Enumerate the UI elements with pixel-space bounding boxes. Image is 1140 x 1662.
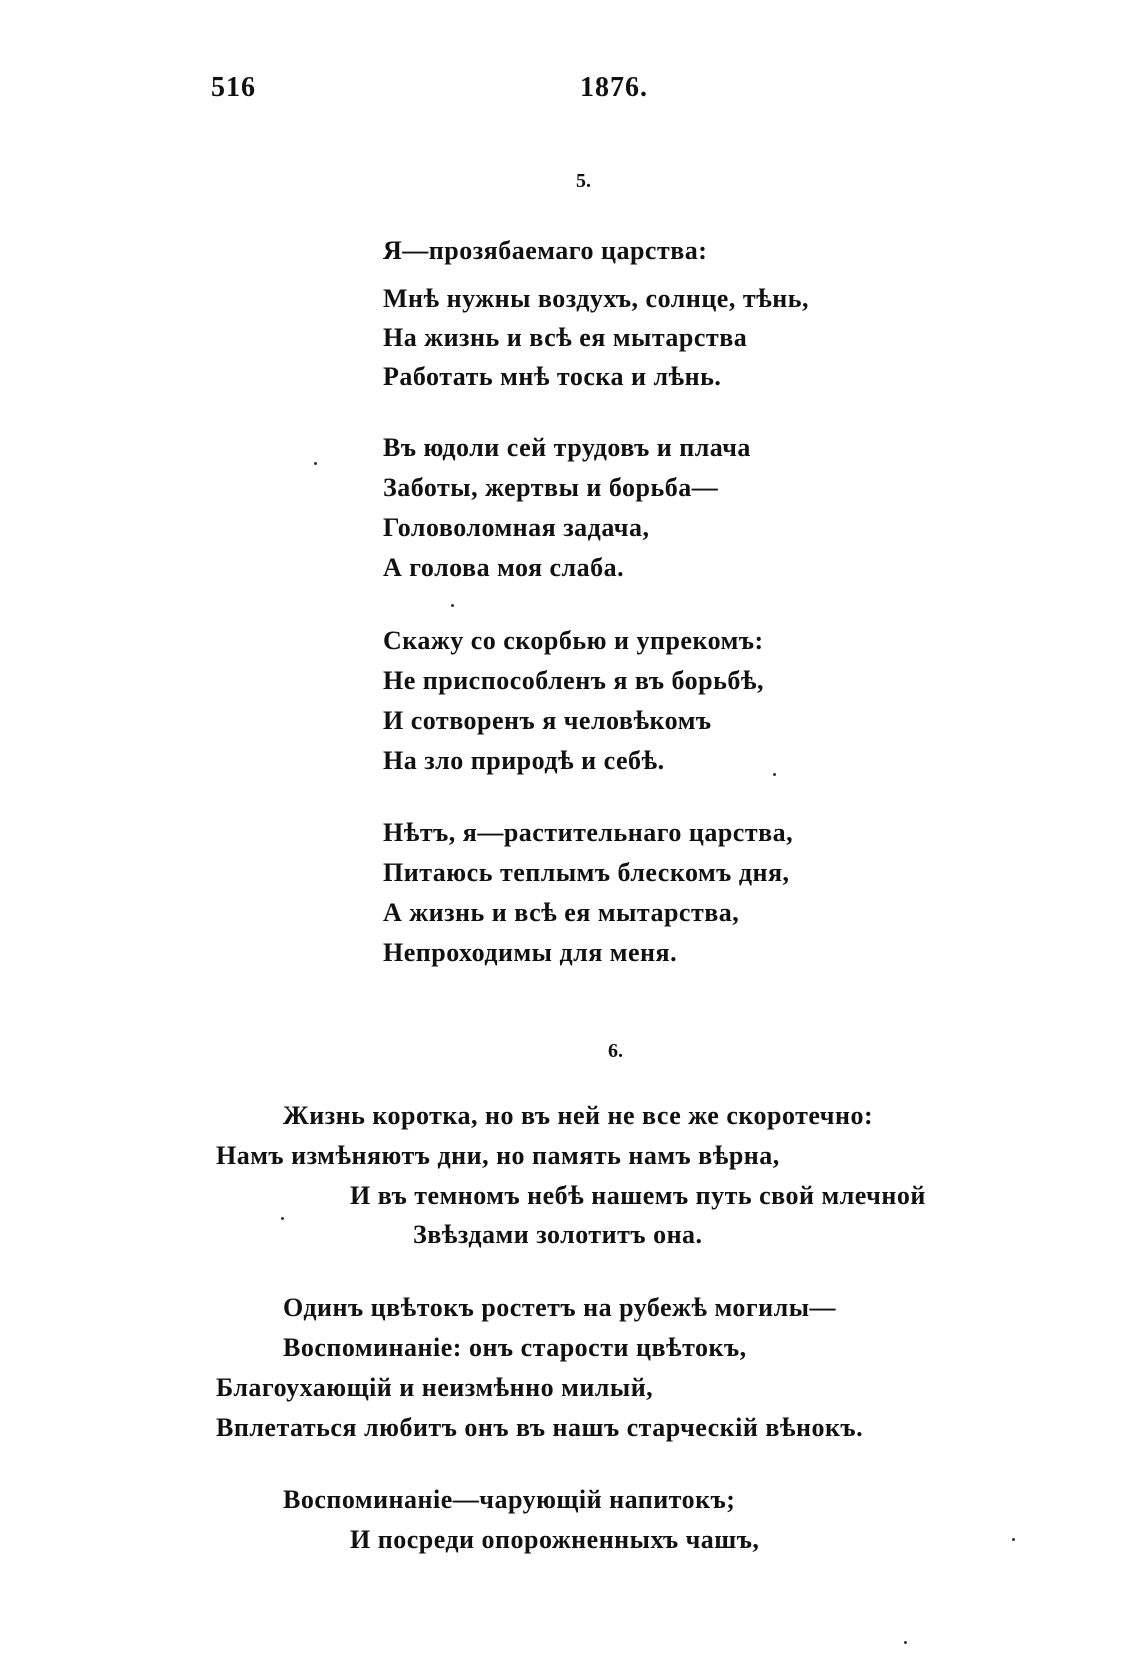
print-speck xyxy=(904,1641,907,1644)
poem-line: И посреди опорожненныхъ чашъ, xyxy=(350,1525,760,1554)
poem-line: Воспоминаніе—чарующій напитокъ; xyxy=(283,1485,736,1514)
poem-line: Нѣтъ, я—растительнаго царства, xyxy=(383,818,794,847)
poem-line: Въ юдоли сей трудовъ и плача xyxy=(383,433,751,462)
poem-line: Одинъ цвѣтокъ ростетъ на рубежѣ могилы— xyxy=(283,1293,837,1322)
poem-line: А жизнь и всѣ ея мытарства, xyxy=(383,898,740,927)
poem-line: Мнѣ нужны воздухъ, солнце, тѣнь, xyxy=(383,284,809,313)
poem-line: Головоломная задача, xyxy=(383,513,650,542)
poem-line: Заботы, жертвы и борьба— xyxy=(383,473,719,502)
poem-line: Звѣздами золотитъ она. xyxy=(413,1220,703,1249)
print-speck xyxy=(773,773,776,776)
poem-line: И сотворенъ я человѣкомъ xyxy=(383,706,712,735)
print-speck xyxy=(1012,1538,1015,1541)
poem-line: Непроходимы для меня. xyxy=(383,938,678,967)
poem-line: Не приспособленъ я въ борьбѣ, xyxy=(383,666,764,695)
poem-line: Вплетаться любитъ онъ въ нашъ старческій вѣнокъ. xyxy=(216,1413,864,1442)
poem-line: Питаюсь теплымъ блескомъ дня, xyxy=(383,858,790,887)
poem-line: Жизнь коротка, но въ ней не все же скоротечно: xyxy=(283,1101,874,1130)
running-header-year: 1876. xyxy=(580,72,648,103)
poem-line: На зло природѣ и себѣ. xyxy=(383,746,665,775)
page-number: 516 xyxy=(211,72,256,103)
poem-line: А голова моя слаба. xyxy=(383,553,625,582)
poem-line: На жизнь и всѣ ея мытарства xyxy=(383,323,748,352)
poem-number: 5. xyxy=(576,170,591,192)
poem-line: Воспоминаніе: онъ старости цвѣтокъ, xyxy=(283,1333,747,1362)
poem-line: И въ темномъ небѣ нашемъ путь свой млечной xyxy=(350,1181,926,1210)
print-speck xyxy=(314,462,317,465)
print-speck xyxy=(451,604,454,607)
poem-line: Благоухающій и неизмѣнно милый, xyxy=(216,1373,654,1402)
poem-line: Намъ измѣняютъ дни, но память намъ вѣрна, xyxy=(216,1141,780,1170)
poem-line: Скажу со скорбью и упрекомъ: xyxy=(383,626,764,655)
print-speck xyxy=(281,1217,284,1220)
poem-line: Я—прозябаемаго царства: xyxy=(383,236,708,265)
poem-line: Работать мнѣ тоска и лѣнь. xyxy=(383,362,722,391)
poem-number: 6. xyxy=(608,1040,623,1062)
